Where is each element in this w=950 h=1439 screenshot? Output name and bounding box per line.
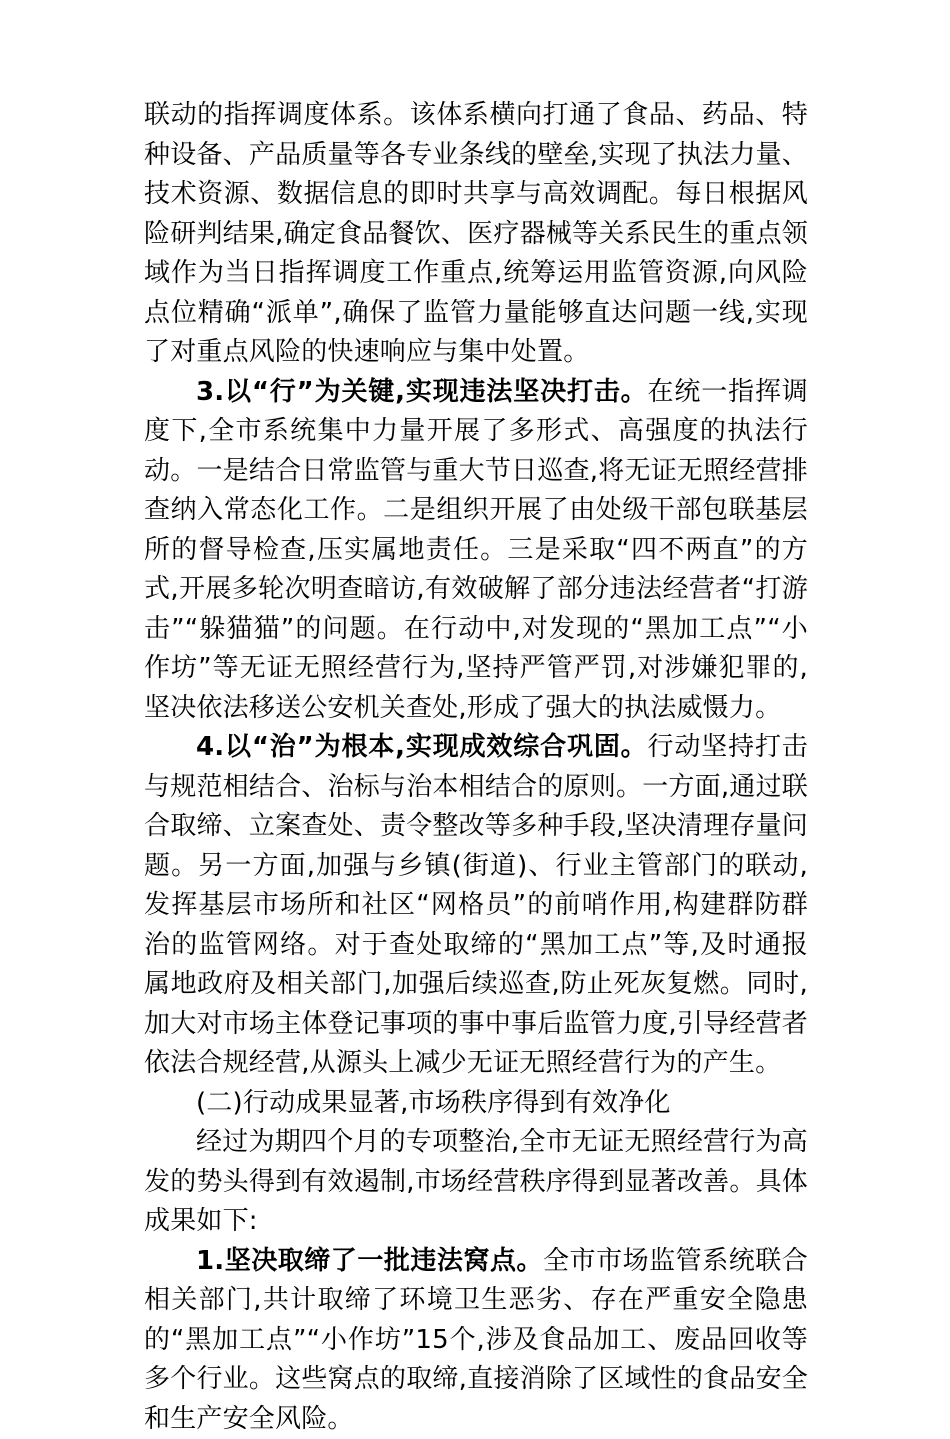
item-heading: 3.以“行”为关键,实现违法坚决打击。 bbox=[196, 377, 648, 407]
paragraph-continuation bbox=[144, 96, 808, 373]
paragraph-result-1 bbox=[144, 1242, 808, 1439]
item-heading: 1.坚决取缔了一批违法窝点。 bbox=[196, 1246, 543, 1276]
paragraph-text: 在统一指挥调度下,全市系统集中力量开展了多形式、高强度的执法行动。一是结合日常监管与重大节日巡查,将无证无照经营排查纳入常态化工作。二是组织开展了由处级干部包联基层所的督导检查,压实属地责任。三是采取“四不两直”的方式,开展多轮次明查暗访,有效破解了部分违法经营者“打游击”“躲猫猫”的问题。在行动中,对发现的“黑加工点”“小作坊”等无证无照经营行为,坚持严管严罚,对涉嫌犯罪的,坚决依法移送公安机关查处,形成了强大的执法威慑力。 bbox=[144, 377, 808, 723]
paragraph-text: 联动的指挥调度体系。该体系横向打通了食品、药品、特种设备、产品质量等各专业条线的壁垒,实现了执法力量、技术资源、数据信息的即时共享与高效调配。每日根据风险研判结果,确定食品餐饮、医疗器械等关系民生的重点领域作为当日指挥调度工作重点,统筹运用监管资源,向风险点位精确“派单”,确保了监管力量能够直达问题一线,实现了对重点风险的快速响应与集中处置。 bbox=[144, 100, 808, 367]
paragraph-item-3 bbox=[144, 373, 808, 729]
section-heading-text: (二)行动成果显著,市场秩序得到有效净化 bbox=[196, 1088, 671, 1118]
paragraph-text: 经过为期四个月的专项整治,全市无证无照经营行为高发的势头得到有效遏制,市场经营秩序得到显著改善。具体成果如下: bbox=[144, 1127, 808, 1236]
paragraph-text: 全市市场监管系统联合相关部门,共计取缔了环境卫生恶劣、存在严重安全隐患的“黑加工点”“小作坊”15个,涉及食品加工、废品回收等多个行业。这些窝点的取缔,直接消除了区域性的食品安全和生产安全风险。 bbox=[144, 1246, 808, 1434]
paragraph-results-intro bbox=[144, 1123, 808, 1242]
document-page bbox=[144, 96, 808, 1439]
paragraph-text: 行动坚持打击与规范相结合、治标与治本相结合的原则。一方面,通过联合取缔、立案查处、责令整改等多种手段,坚决清理存量问题。另一方面,加强与乡镇(街道)、行业主管部门的联动,发挥基层市场所和社区“网格员”的前哨作用,构建群防群治的监管网络。对于查处取缔的“黑加工点”等,及时通报属地政府及相关部门,加强后续巡查,防止死灰复燃。同时,加大对市场主体登记事项的事中事后监管力度,引导经营者依法合规经营,从源头上减少无证无照经营行为的产生。 bbox=[144, 732, 808, 1078]
section-heading bbox=[144, 1084, 808, 1124]
item-heading: 4.以“治”为根本,实现成效综合巩固。 bbox=[196, 732, 648, 762]
paragraph-item-4 bbox=[144, 728, 808, 1084]
